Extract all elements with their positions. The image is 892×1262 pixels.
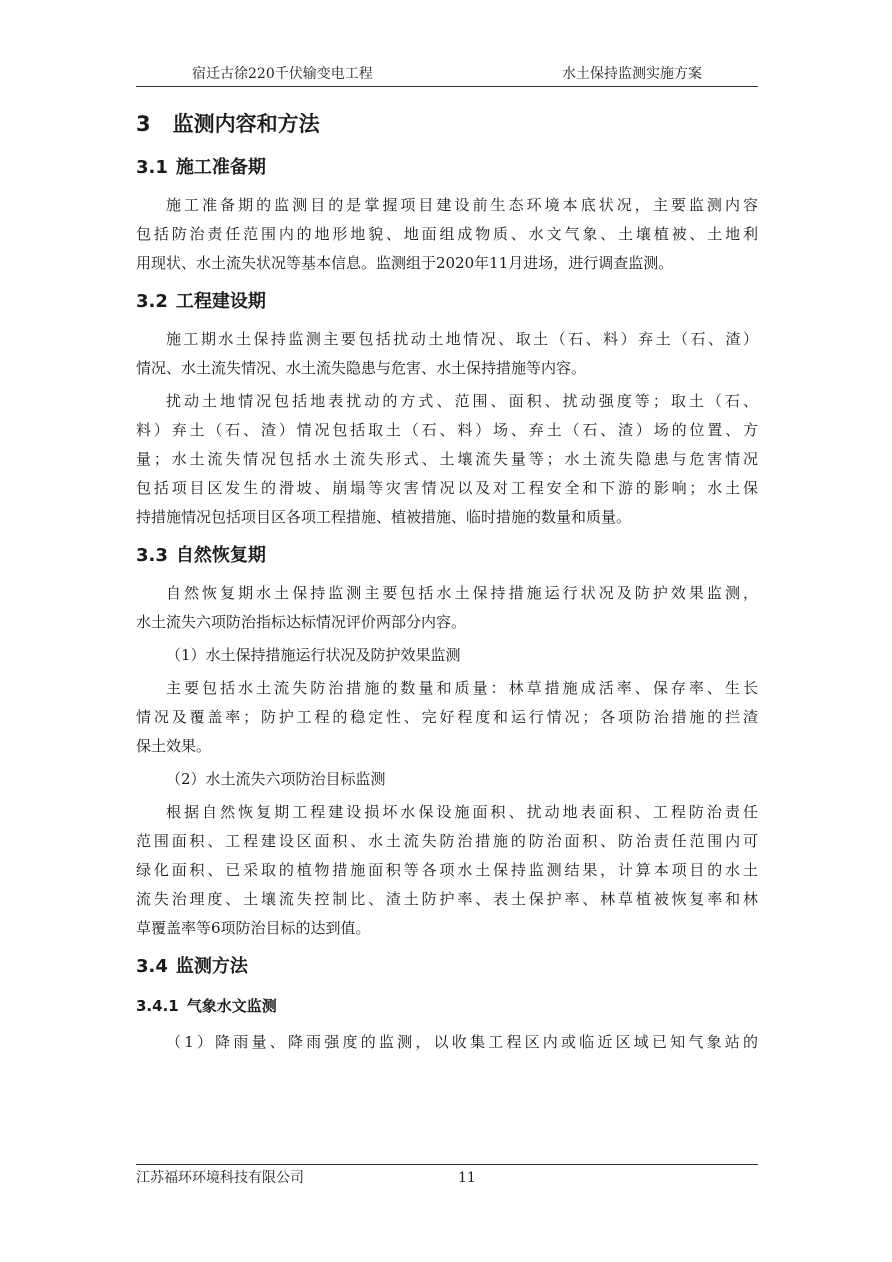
section-3-4-1-heading: [136, 987, 758, 1025]
paragraph-line: 量；水土流失情况包括水土流失形式、土壤流失量等；水土流失隐患与危害情况: [136, 450, 758, 468]
section-title: 施工准备期: [175, 157, 266, 178]
section-number: 3.4.1: [136, 997, 179, 1015]
paragraph-line: 水土流失六项防治指标达标情况评价两部分内容。: [136, 613, 467, 631]
paragraph-line: 持措施情况包括项目区各项工程措施、植被措施、临时措施的数量和质量。: [136, 508, 632, 526]
paragraph-line: 草覆盖率等6项防治目标的达到值。: [136, 919, 371, 937]
section-3-2-heading: [136, 282, 758, 322]
paragraph-line: 施工准备期的监测目的是掌握项目建设前生态环境本底状况，主要监测内容: [166, 196, 758, 214]
paragraph-3-2-1: [136, 325, 758, 383]
section-number: 3.3: [136, 545, 168, 566]
paragraph-3-2-2: [136, 387, 758, 532]
section-3-4-heading: [136, 947, 758, 987]
section-title: 自然恢复期: [175, 545, 266, 566]
section-title: 监测方法: [175, 956, 248, 977]
paragraph-line: 根据自然恢复期工程建设损坏水保设施面积、扰动地表面积、工程防治责任: [166, 803, 758, 821]
list-item-2: （2）水土流失六项防治目标监测: [166, 770, 386, 788]
section-title: 监测内容和方法: [172, 112, 320, 136]
paragraph-line: 绿化面积、已采取的植物措施面积等各项水土保持监测结果，计算本项目的水土: [136, 861, 758, 879]
paragraph-3-4-1-1: [136, 1028, 758, 1057]
section-title: 工程建设期: [175, 291, 266, 312]
paragraph-line: 施工期水土保持监测主要包括扰动土地情况、取土（石、料）弃土（石、渣）: [166, 330, 758, 348]
section-3-heading: [136, 100, 758, 148]
paragraph-line: 流失治理度、土壤流失控制比、渣土防护率、表土保护率、林草植被恢复率和林: [136, 890, 758, 908]
paragraph-line: 用现状、水土流失状况等基本信息。监测组于2020年11月进场，进行调查监测。: [136, 254, 674, 272]
section-number: 3.2: [136, 291, 168, 312]
footer-company: 江苏福环环境科技有限公司: [136, 1170, 304, 1186]
page-header: [136, 62, 758, 87]
paragraph-line: 包括防治责任范围内的地形地貌、地面组成物质、水文气象、土壤植被、土地利: [136, 225, 758, 243]
section-number: 3.4: [136, 956, 168, 977]
paragraph-3-1-1: [136, 191, 758, 278]
section-3-3-heading: [136, 536, 758, 576]
page-number: 11: [458, 1170, 476, 1186]
page-content: [136, 100, 758, 1061]
paragraph-line: 情况、水土流失情况、水土流失隐患与危害、水土保持措施等内容。: [136, 359, 587, 377]
list-item-1: （1）水土保持措施运行状况及防护效果监测: [166, 646, 461, 664]
section-number: 3: [136, 112, 151, 136]
paragraph-3-3-1: [136, 579, 758, 637]
section-3-1-heading: [136, 148, 758, 188]
paragraph-line: 保土效果。: [136, 737, 212, 755]
paragraph-line: 主要包括水土流失防治措施的数量和质量：林草措施成活率、保存率、生长: [166, 679, 758, 697]
paragraph-line: 料）弃土（石、渣）情况包括取土（石、料）场、弃土（石、渣）场的位置、方: [136, 421, 758, 439]
paragraph-line: 范围面积、工程建设区面积、水土流失防治措施的防治面积、防治责任范围内可: [136, 832, 758, 850]
paragraph-line: 情况及覆盖率；防护工程的稳定性、完好程度和运行情况；各项防治措施的拦渣: [136, 708, 758, 726]
paragraph-line: 自然恢复期水土保持监测主要包括水土保持措施运行状况及防护效果监测，: [166, 584, 758, 602]
header-project-title: 宿迁古徐220千伏输变电工程: [192, 66, 373, 82]
section-number: 3.1: [136, 157, 168, 178]
paragraph-3-3-2: [136, 674, 758, 761]
paragraph-line: 扰动土地情况包括地表扰动的方式、范围、面积、扰动强度等；取土（石、: [166, 392, 758, 410]
paragraph-3-3-3: [136, 798, 758, 943]
paragraph-line: （1）降雨量、降雨强度的监测，以收集工程区内或临近区域已知气象站的: [166, 1033, 758, 1051]
paragraph-line: 包括项目区发生的滑坡、崩塌等灾害情况以及对工程安全和下游的影响；水土保: [136, 479, 758, 497]
header-document-title: 水土保持监测实施方案: [562, 66, 702, 82]
page-footer: [136, 1164, 758, 1189]
section-title: 气象水文监测: [186, 997, 277, 1015]
